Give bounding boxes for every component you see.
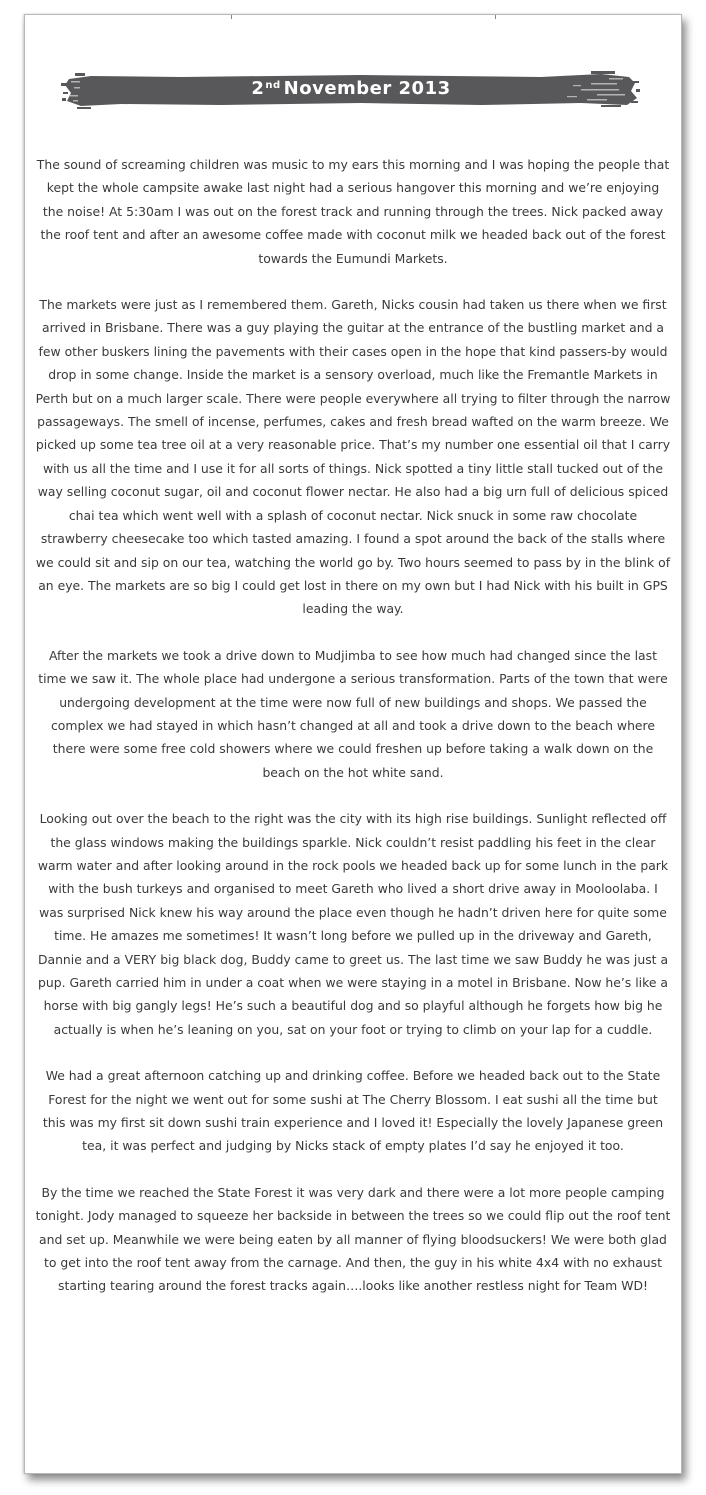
paragraph: We had a great afternoon catching up and drinking coffee. Before we headed back out to the State Forest for the night we went out for some sushi at The Cherry Blossom. I eat sushi all the time but this was my first sit down sushi train experience and I loved it! Especially the lovely Japanese green tea, it was perfect and judging by Nicks stack of empty plates I’d say he enjoyed it too.: [42, 1068, 664, 1154]
paragraph: Looking out over the beach to the right was the city with its high rise buildings. Sunlight reflected off the glass windows making the buildings sparkle. Nick couldn’t resist paddling his feet in the clear warm water and after looking around in the rock pools we headed back up for some lunch in the park with the bush turkeys and organised to meet Gareth who lived a short drive away in Mooloolaba. I was surprised Nick knew his way around the place even though he hadn’t driven here for quite some time. He amazes me sometimes! It wasn’t long before we pulled up in the driveway and Gareth, Dannie and a VERY big black dog, Buddy came to greet us. The last time we saw Buddy he was just a pup. Gareth carried him in under a coat when we were staying in a motel in Brisbane. Now he’s like a horse with big gangly legs! He’s such a beautiful dog and so playful although he forgets how big he actually is when he’s leaning on you, sat on your foot or trying to climb on your lap for a cuddle.: [37, 811, 669, 1037]
crop-mark: [231, 15, 232, 19]
journal-page: [24, 14, 682, 1474]
crop-mark: [495, 15, 496, 19]
paragraph: After the markets we took a drive down to Mudjimba to see how much had changed since the last time we saw it. The whole place had undergone a serious transformation. Parts of the town that were undergoing development at the time were now full of new buildings and shops. We passed the complex we had stayed in which hasn’t changed at all and took a drive down to the beach where there were some free cold showers where we could freshen up before taking a walk down on the beach on the hot white sand.: [38, 647, 668, 780]
paragraph: By the time we reached the State Forest it was very dark and there were a lot more people camping tonight. Jody managed to squeeze her backside in between the trees so we could flip out the roof tent and set up. Meanwhile we were being eaten by all manner of flying bloodsuckers! We were both glad to get into the roof tent away from the carnage. And then, the guy in his white 4x4 with no exhaust starting tearing around the forest tracks again….looks like another restless night for Team WD!: [35, 1184, 671, 1294]
paragraph: The sound of screaming children was music to my ears this morning and I was hoping the people that kept the whole campsite awake last night had a serious hangover this morning and we’re enjoying the noise! At 5:30am I was out on the forest track and running through the trees. Nick packed away the roof tent and after an awesome coffee made with coconut milk we headed back out of the forest towards the Eumundi Markets.: [36, 157, 670, 266]
page-title: 2nd November 2013: [251, 78, 451, 99]
journal-body: [35, 153, 671, 1321]
date-banner: [61, 65, 641, 115]
paragraph: The markets were just as I remembered them. Gareth, Nicks cousin had taken us there when we first arrived in Brisbane. There was a guy playing the guitar at the entrance of the bustling market and a few other buskers lining the pavements with their cases open in the hope that kind passers-by would drop in some change. Inside the market is a sensory overload, much like the Fremantle Markets in Perth but on a much larger scale. There were people everywhere all trying to filter through the narrow passageways. The smell of incense, perfumes, cakes and fresh bread wafted on the warm breeze. We picked up some tea tree oil at a very reasonable price. That’s my number one essential oil that I carry with us all the time and I use it for all sorts of things. Nick spotted a tiny little stall tucked out of the way selling coconut sugar, oil and coconut flower nectar. He also had a big urn full of delicious spiced chai tea which went well with a splash of coconut nectar. Nick snuck in some raw chocolate strawberry cheesecake too which tasted amazing. I found a spot around the back of the stalls where we could sit and sip on our tea, watching the world go by. Two hours seemed to pass by in the blink of an eye. The markets are so big I could get lost in there on my own but I had Nick with his built in GPS leading the way.: [35, 297, 671, 617]
